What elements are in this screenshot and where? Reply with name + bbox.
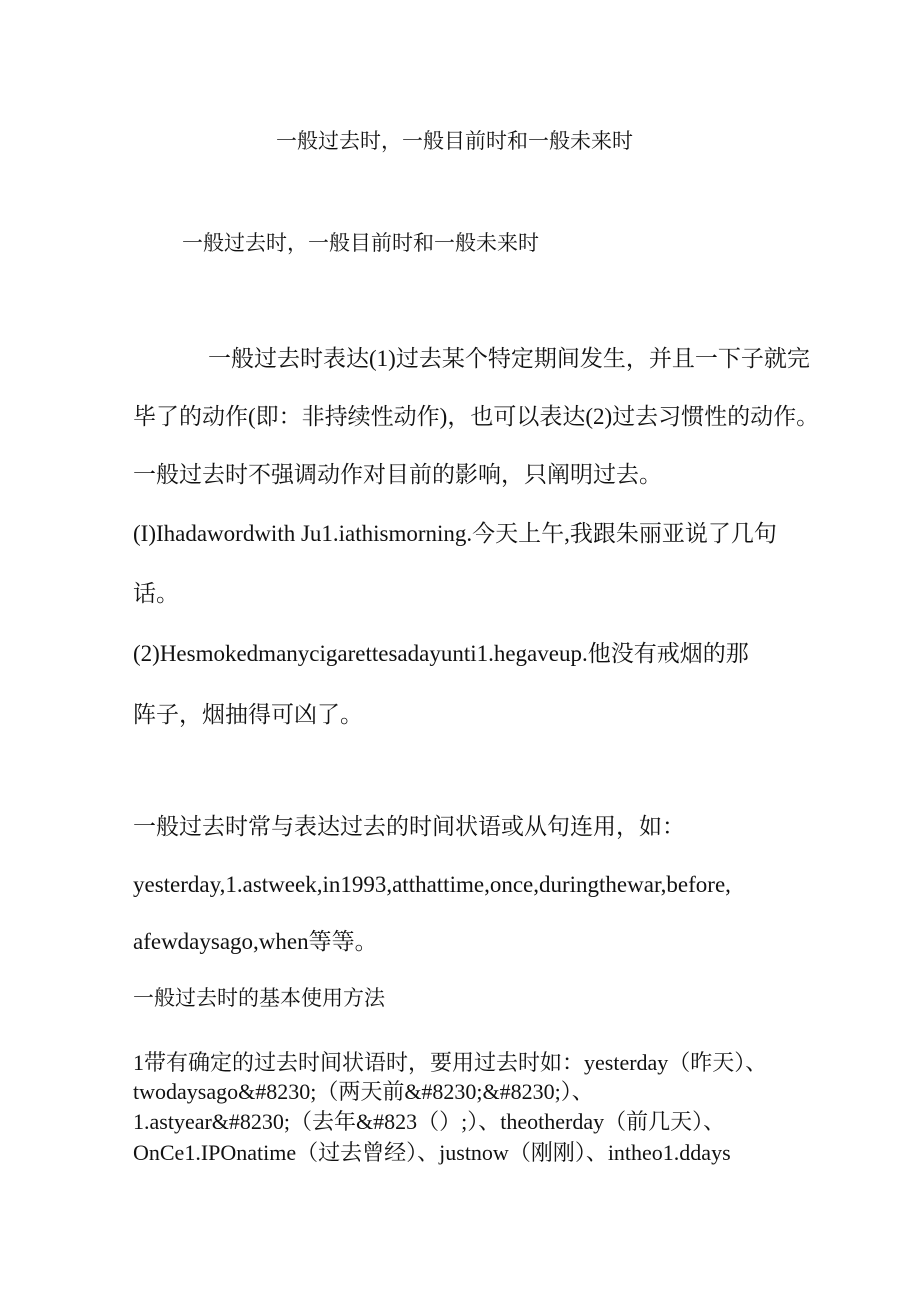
page-title: 一般过去时，一般目前时和一般未来时	[276, 129, 633, 153]
intro-line-3: 一般过去时不强调动作对目前的影响，只阐明过去。	[133, 462, 662, 487]
example-1-line-2: 话。	[133, 581, 179, 606]
time-adverbials-line-2: yesterday,1.astweek,in1993,atthattime,once,duringthewar,before,	[133, 872, 731, 897]
usage-heading: 一般过去时的基本使用方法	[133, 986, 385, 1010]
page-subtitle: 一般过去时，一般目前时和一般未来时	[182, 231, 539, 255]
example-2-line-2: 阵子，烟抽得可凶了。	[133, 702, 363, 727]
usage-line-4: OnCe1.IPOnatime（过去曾经）、justnow（刚刚）、intheo1.ddays	[133, 1140, 731, 1165]
usage-line-2: twodaysago&#8230;（两天前&#8230;&#8230;）、	[133, 1079, 594, 1104]
intro-line-2: 毕了的动作(即：非持续性动作)，也可以表达(2)过去习惯性的动作。	[133, 404, 820, 429]
usage-line-1: 1带有确定的过去时间状语时，要用过去时如：yesterday（昨天）、	[133, 1050, 768, 1075]
time-adverbials-line-3: afewdaysago,when等等。	[133, 929, 378, 954]
example-1-line-1: (I)Ihadawordwith Ju1.iathismorning.今天上午,我跟朱丽亚说了几句	[133, 521, 777, 546]
intro-line-1: 一般过去时表达(1)过去某个特定期间发生，并且一下子就完	[208, 346, 810, 371]
time-adverbials-line-1: 一般过去时常与表达过去的时间状语或从句连用，如：	[133, 814, 685, 839]
example-2-line-1: (2)Hesmokedmanycigarettesadayunti1.hegaveup.他没有戒烟的那	[133, 641, 749, 666]
usage-line-3: 1.astyear&#8230;（去年&#823（）;）、theotherday（前几天）、	[133, 1109, 726, 1134]
